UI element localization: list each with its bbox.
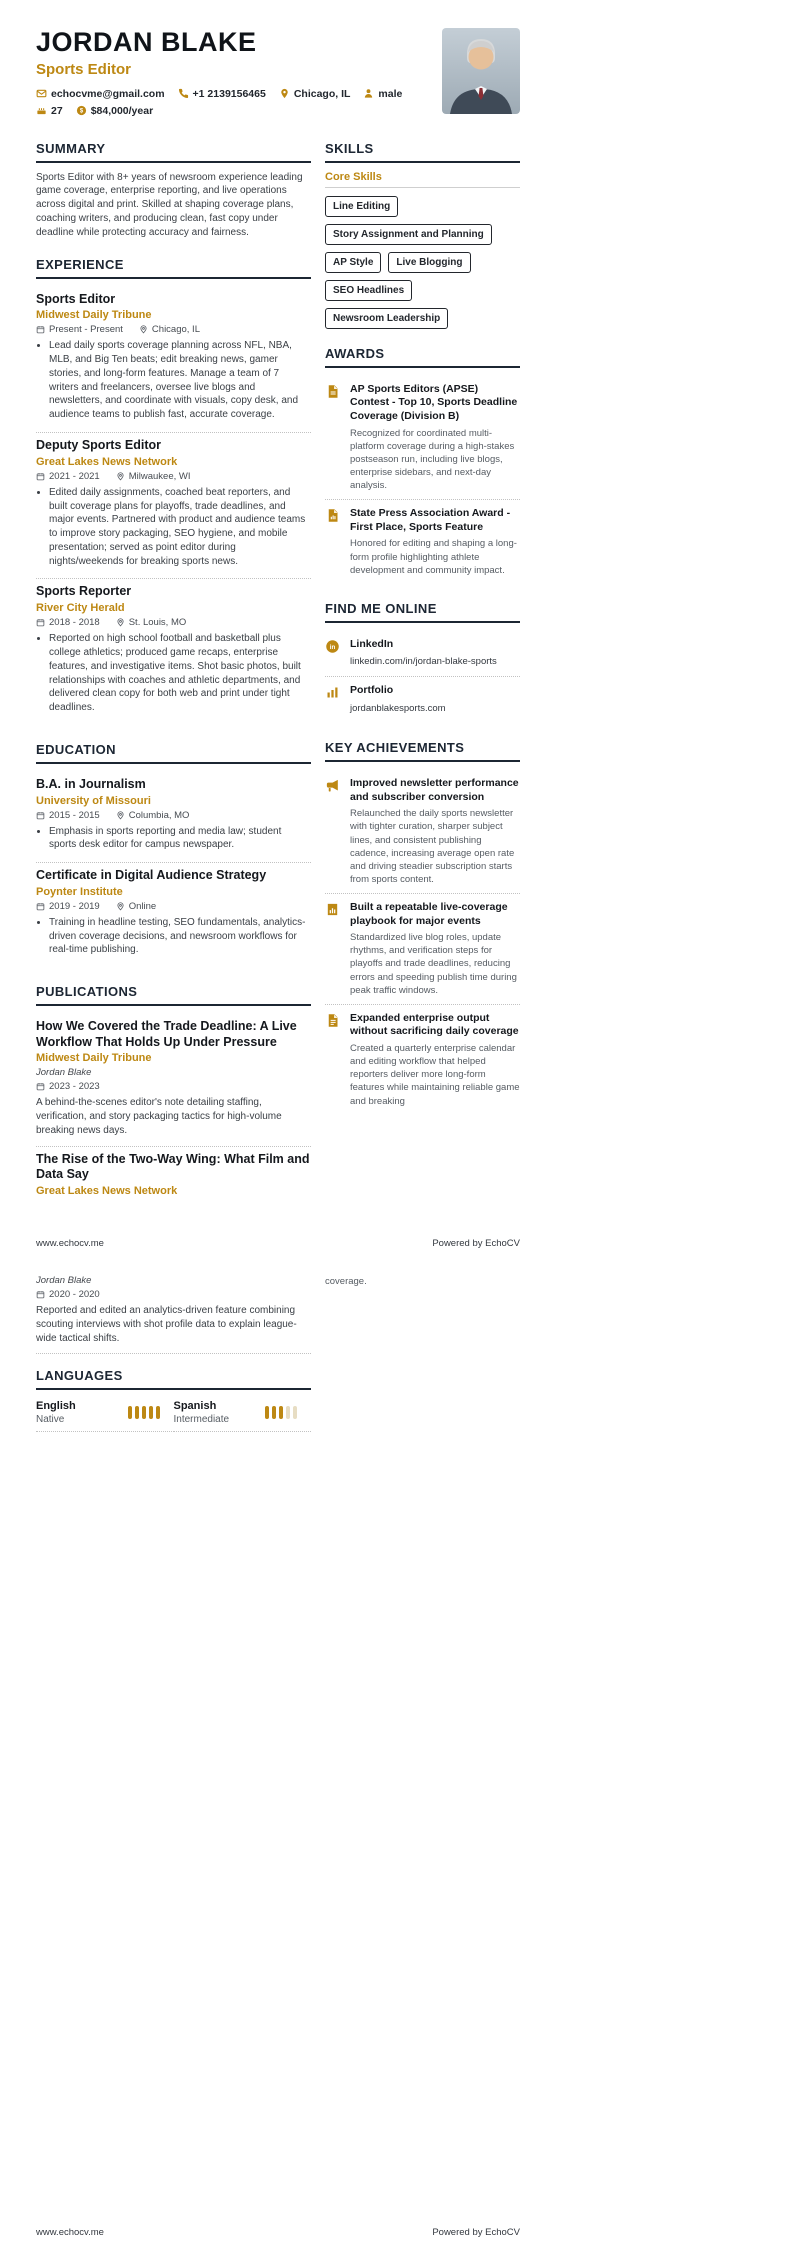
megaphone-icon	[325, 777, 342, 886]
section-publications	[36, 984, 311, 1205]
achievement-item	[325, 894, 520, 1005]
section-experience	[36, 257, 311, 725]
salary-icon	[76, 105, 87, 116]
svg-text:$: $	[79, 108, 83, 115]
footer-powered-by: Powered by EchoCV	[432, 2227, 520, 2238]
education-meta	[36, 901, 311, 912]
skills-heading: SKILLS	[325, 141, 520, 163]
achievement-description: Created a quarterly enterprise calendar and editing workflow that helped reporters deliver more long-form features while maintaining reliable game and breaking	[350, 1043, 520, 1107]
publication-publisher: Midwest Daily Tribune	[36, 1052, 152, 1065]
publication-item	[36, 1147, 311, 1205]
publication-continued-row	[36, 1275, 520, 1354]
publications-heading: PUBLICATIONS	[36, 984, 311, 1006]
publication-meta	[36, 1081, 311, 1092]
publication-dates: 2023 - 2023	[49, 1081, 100, 1093]
publication-item	[36, 1014, 311, 1147]
language-item	[36, 1398, 174, 1432]
language-item	[174, 1398, 312, 1432]
linkedin-icon	[325, 638, 342, 670]
location-icon	[279, 88, 290, 99]
page2-footer	[36, 2227, 520, 2238]
online-profile-url[interactable]: linkedin.com/in/jordan-blake-sports	[350, 656, 497, 668]
language-info	[174, 1400, 230, 1425]
publication-continued	[36, 1275, 311, 1354]
rating-bar	[128, 1406, 132, 1419]
contact-phone	[178, 88, 266, 100]
language-name: Spanish	[173, 1400, 217, 1413]
experience-location: St. Louis, MO	[128, 617, 187, 629]
experience-dates: Present - Present	[49, 324, 123, 336]
online-profile-label: LinkedIn	[350, 637, 394, 650]
gender-icon	[363, 88, 374, 99]
experience-company: Great Lakes News Network	[36, 455, 178, 468]
education-item	[36, 863, 311, 967]
rating-bar	[286, 1406, 290, 1419]
location-pin-icon	[139, 325, 148, 334]
experience-item	[36, 579, 311, 724]
section-find-me-online	[325, 601, 520, 723]
languages-heading: LANGUAGES	[36, 1368, 311, 1390]
education-bullets	[36, 825, 311, 853]
achievement-item	[325, 1005, 520, 1115]
contact-location-text: Chicago, IL	[293, 87, 351, 100]
svg-text:in: in	[329, 643, 336, 651]
footer-website-link[interactable]: www.echocv.me	[36, 1238, 104, 1250]
location-pin-icon	[116, 618, 125, 627]
right-column	[325, 141, 520, 1132]
contact-email-text: echocvme@gmail.com	[51, 87, 165, 100]
education-bullets	[36, 916, 311, 957]
skill-tag: Newsroom Leadership	[325, 308, 448, 329]
summary-heading: SUMMARY	[36, 141, 311, 163]
skill-tag: Story Assignment and Planning	[325, 224, 492, 245]
education-item	[36, 772, 311, 863]
publication-publisher: Great Lakes News Network	[36, 1185, 178, 1198]
contact-salary	[76, 105, 153, 117]
contact-location	[279, 88, 351, 100]
footer-powered-by: Powered by EchoCV	[432, 1238, 520, 1250]
contact-age	[36, 105, 63, 117]
summary-text: Sports Editor with 8+ years of newsroom experience leading game coverage, enterprise reporting, and live operations across digital and print. Skilled at shaping coverage plans, coaching writers, and producing clean, fast copy under deadline while protecting accuracy and fairness.	[36, 171, 303, 238]
education-heading: EDUCATION	[36, 742, 311, 764]
award-title: State Press Association Award - First Place, Sports Feature	[350, 507, 511, 533]
online-profile-body	[350, 684, 446, 716]
location-pin-icon	[116, 472, 125, 481]
age-icon	[36, 105, 47, 116]
contact-gender-text: male	[378, 87, 403, 100]
education-school: University of Missouri	[36, 794, 151, 807]
profile-photo	[442, 28, 520, 114]
find-me-online-heading: FIND ME ONLINE	[325, 601, 520, 623]
language-rating-bars	[128, 1406, 160, 1419]
resume-header	[36, 28, 520, 117]
experience-heading: EXPERIENCE	[36, 257, 311, 279]
achievement-title: Built a repeatable live-coverage playbook for major events	[350, 900, 508, 927]
achievement-description: Relaunched the daily sports newsletter with tighter curation, sharper subject lines, and consistent publishing cadence, increasing average open rate and driving steadier subscription starts from sports content.	[350, 808, 515, 885]
languages-row	[36, 1398, 311, 1432]
phone-icon	[178, 88, 189, 99]
calendar-icon	[36, 1290, 45, 1299]
section-education	[36, 742, 311, 967]
experience-title: Sports Reporter	[36, 584, 132, 599]
education-bullet: • Training in headline testing, SEO fundamentals, analytics-driven coverage decisions, and newsroom workflows for real-time publishing.	[49, 916, 311, 957]
online-profile-url[interactable]: jordanblakesports.com	[350, 703, 446, 715]
calendar-icon	[36, 618, 45, 627]
experience-dates: 2018 - 2018	[49, 617, 100, 629]
education-school: Poynter Institute	[36, 885, 123, 898]
experience-title: Sports Editor	[36, 291, 116, 306]
contact-phone-text: +1 2139156465	[192, 87, 266, 100]
location-pin-icon	[116, 902, 125, 911]
online-profile-body	[350, 638, 497, 670]
footer-website-link[interactable]: www.echocv.me	[36, 2227, 104, 2238]
publication-title: How We Covered the Trade Deadline: A Live Workflow That Holds Up Under Pressure	[36, 1019, 297, 1049]
experience-location: Milwaukee, WI	[128, 470, 191, 482]
publication-author: Jordan Blake	[36, 1067, 92, 1079]
main-columns	[36, 141, 520, 1222]
rating-bar	[156, 1406, 160, 1419]
award-document-icon	[325, 383, 342, 492]
award-item	[325, 376, 520, 500]
education-degree: Certificate in Digital Audience Strategy	[36, 868, 267, 883]
education-degree: B.A. in Journalism	[36, 776, 146, 791]
page1-footer	[36, 1238, 520, 1249]
achievement-body	[350, 901, 520, 997]
resume-content	[36, 28, 520, 1432]
section-skills	[325, 141, 520, 329]
award-description: Honored for editing and shaping a long-form profile highlighting athlete development and community impact.	[350, 538, 517, 576]
achievement-overflow-text: coverage.	[325, 1276, 367, 1288]
award-item	[325, 500, 520, 584]
skills-group-title: Core Skills	[325, 171, 520, 188]
award-document-icon	[325, 507, 342, 577]
online-profile-item	[325, 631, 520, 678]
experience-title: Deputy Sports Editor	[36, 438, 162, 453]
experience-bullets	[36, 486, 311, 569]
experience-bullets	[36, 339, 311, 422]
experience-bullet: • Reported on high school football and basketball plus college athletics; produced game recaps, enterprise features, and investigative items. Shot basic photos, built relationships with coaches and athletic departments, and delivered clean copy for both web and print under tight deadlines.	[49, 632, 311, 715]
achievement-title: Expanded enterprise output without sacrificing daily coverage	[350, 1011, 519, 1038]
award-description: Recognized for coordinated multi-platform coverage during a high-stakes postseason run, including live blogs, enterprise sidebars, and next-day analysis.	[350, 427, 515, 492]
section-key-achievements	[325, 740, 520, 1115]
experience-bullet: • Lead daily sports coverage planning across NFL, NBA, MLB, and Big Ten beats; edit breaking news, gamer stories, and long-form features. Manage a team of 7 writers and freelancers, oversee live blogs and newsletters, and coordinate with visuals, copy desk, and audience teams to publish fast, accurate coverage.	[49, 339, 311, 422]
language-info	[36, 1400, 76, 1425]
rating-bar	[149, 1406, 153, 1419]
experience-location: Chicago, IL	[151, 324, 200, 336]
education-location: Columbia, MO	[128, 809, 190, 821]
language-name: English	[36, 1400, 76, 1413]
achievement-body	[350, 777, 520, 886]
calendar-icon	[36, 902, 45, 911]
contact-gender	[363, 88, 402, 100]
rating-bar	[279, 1406, 283, 1419]
publication-description: A behind-the-scenes editor's note detailing staffing, verification, and story packaging tactics for high-volume breaking news days.	[36, 1097, 282, 1136]
contact-age-text: 27	[51, 104, 63, 117]
publication-title: The Rise of the Two-Way Wing: What Film and Data Say	[36, 1151, 310, 1182]
calendar-icon	[36, 811, 45, 820]
achievement-description: Standardized live blog roles, update rhythms, and verification steps for playoffs and trade deadlines, reducing errors and speeding publish time during peak traffic windows.	[350, 932, 517, 996]
experience-item	[36, 287, 311, 433]
online-profile-label: Portfolio	[350, 684, 394, 697]
rating-bar	[272, 1406, 276, 1419]
education-bullet: • Emphasis in sports reporting and media law; student sports desk editor for campus newspaper.	[49, 825, 311, 853]
document-icon	[325, 1012, 342, 1108]
award-title: AP Sports Editors (APSE) Contest - Top 10, Sports Deadline Coverage (Division B)	[350, 382, 518, 422]
education-dates: 2019 - 2019	[49, 900, 100, 912]
contact-email[interactable]	[36, 88, 165, 100]
section-awards	[325, 346, 520, 584]
section-languages	[36, 1368, 311, 1432]
left-column	[36, 141, 311, 1222]
skill-tag: Live Blogging	[388, 252, 470, 273]
experience-meta	[36, 324, 311, 335]
experience-dates: 2021 - 2021	[49, 470, 100, 482]
rating-bar	[265, 1406, 269, 1419]
rating-bar	[135, 1406, 139, 1419]
achievement-item	[325, 770, 520, 894]
experience-meta	[36, 617, 311, 628]
page2-content	[36, 1275, 520, 1432]
skill-tag: AP Style	[325, 252, 381, 273]
contact-salary-text: $84,000/year	[90, 104, 154, 117]
chart-document-icon	[325, 901, 342, 997]
portfolio-icon	[325, 684, 342, 716]
header-left	[36, 28, 436, 117]
skill-tag: SEO Headlines	[325, 280, 412, 301]
language-level: Native	[36, 1414, 65, 1426]
education-dates: 2015 - 2015	[49, 809, 100, 821]
award-body	[350, 383, 520, 492]
email-icon	[36, 88, 47, 99]
rating-bar	[293, 1406, 297, 1419]
publication-author: Jordan Blake	[36, 1275, 92, 1287]
education-location: Online	[128, 900, 157, 912]
section-summary	[36, 141, 311, 240]
experience-company: River City Herald	[36, 602, 125, 615]
key-achievements-heading: KEY ACHIEVEMENTS	[325, 740, 520, 762]
person-name: JORDAN BLAKE	[36, 27, 257, 57]
language-level: Intermediate	[173, 1414, 230, 1426]
achievement-title: Improved newsletter performance and subscriber conversion	[350, 777, 519, 803]
calendar-icon	[36, 1082, 45, 1091]
experience-company: Midwest Daily Tribune	[36, 309, 152, 322]
achievement-body	[350, 1012, 520, 1108]
rating-bar	[142, 1406, 146, 1419]
calendar-icon	[36, 325, 45, 334]
calendar-icon	[36, 472, 45, 481]
location-pin-icon	[116, 811, 125, 820]
online-profile-item	[325, 677, 520, 723]
language-rating-bars	[265, 1406, 297, 1419]
publication-meta	[36, 1289, 311, 1300]
contact-row	[36, 88, 436, 117]
award-body	[350, 507, 520, 577]
awards-heading: AWARDS	[325, 346, 520, 368]
experience-item	[36, 433, 311, 579]
experience-meta	[36, 471, 311, 482]
publication-dates: 2020 - 2020	[49, 1289, 100, 1301]
skill-tags	[325, 196, 520, 329]
education-meta	[36, 810, 311, 821]
experience-bullets	[36, 632, 311, 715]
person-job-title: Sports Editor	[36, 60, 132, 78]
skill-tag: Line Editing	[325, 196, 398, 217]
experience-bullet: • Edited daily assignments, coached beat reporters, and built coverage plans for playoffs, trade deadlines, and major events. Partnered with product and audience teams to improve story packaging, SEO hygiene, and mobile presentation; served as point editor during nights/weekends for breaking sports news.	[49, 486, 311, 569]
publication-description: Reported and edited an analytics-driven feature combining scouting interviews with shot profile data to explain league-wide tactical shifts.	[36, 1305, 297, 1344]
